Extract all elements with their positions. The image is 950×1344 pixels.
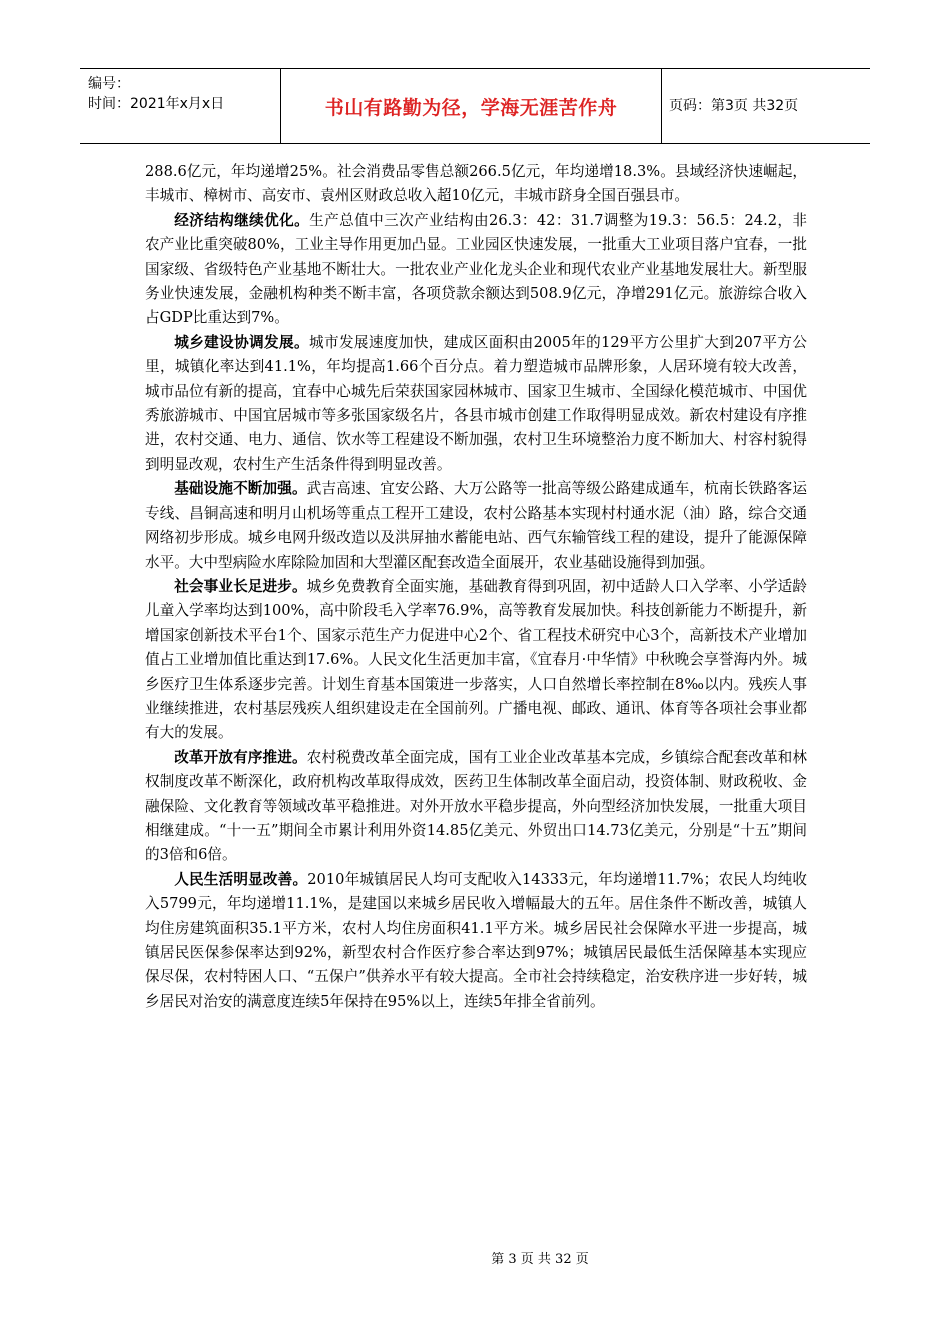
paragraph-text: 城市发展速度加快，建成区面积由2005年的129平方公里扩大到207平方公里，城镇化率达到41.1%，年均提高1.66个百分点。着力塑造城市品牌形象，人居环境有较大改善，城市品位有新的提高，宜春中心城先后荣获国家园林城市、国家卫生城市、全国绿化模范城市、中国优秀旅游城市、中国宜居城市等多张国家级名片，各县市城市创建工作取得明显成效。新农村建设有序推进，农村交通、电力、通信、饮水等工程建设不断加强，农村卫生环境整治力度不断加大、村容村貌得到明显改观，农村生产生活条件得到明显改善。 (145, 333, 807, 473)
paragraph-text: 城乡免费教育全面实施，基础教育得到巩固，初中适龄人口入学率、小学适龄儿童入学率均达到100%，高中阶段毛入学率76.9%，高等教育发展加快。科技创新能力不断提升，新增国家创新技术平台1个、国家示范生产力促进中心2个、省工程技术研究中心3个，高新技术产业增加值占工业增加值比重达到17.6%。人民文化生活更加丰富，《宜春月·中华情》中秋晚会享誉海内外。城乡医疗卫生体系逐步完善。计划生育基本国策进一步落实，人口自然增长率控制在8‰以内。残疾人事业继续推进，农村基层残疾人组织建设走在全国前列。广播电视、邮政、通讯、体育等各项社会事业都有大的发展。 (145, 577, 807, 742)
paragraph-heading: 经济结构继续优化。 (174, 211, 310, 229)
header-meta-cell (80, 69, 280, 143)
paragraph-text: 2010年城镇居民人均可支配收入14333元，年均递增11.7%；农民人均纯收入5799元，年均递增11.1%，是建国以来城乡居民收入增幅最大的五年。居住条件不断改善，城镇人均住房建筑面积35.1平方米，农村人均住房面积41.1平方米。城乡居民社会保障水平进一步提高，城镇居民医保参保率达到92%，新型农村合作医疗参合率达到97%；城镇居民最低生活保障基本实现应保尽保，农村特困人口、“五保户”供养水平有较大提高。全市社会持续稳定，治安秩序进一步好转，城乡居民对治安的满意度连续5年保持在95%以上，连续5年排全省前列。 (145, 870, 807, 1010)
header-page-cell (661, 69, 870, 143)
doc-number-label: 编号： (88, 76, 130, 92)
paragraph-text: 288.6亿元，年均递增25%。社会消费品零售总额266.5亿元，年均递增18.3%。县域经济快速崛起，丰城市、樟树市、高安市、袁州区财政总收入超10亿元，丰城市跻身全国百强县市。 (145, 163, 807, 205)
paragraph-heading: 人民生活明显改善。 (174, 870, 308, 888)
paragraph-text: 武吉高速、宜安公路、大万公路等一批高等级公路建成通车，杭南长铁路客运专线、昌铜高速和明月山机场等重点工程开工建设，农村公路基本实现村村通水泥（油）路，综合交通网络初步形成。城乡电网升级改造以及洪屏抽水蓄能电站、西气东输管线工程的建设，提升了能源保障水平。大中型病险水库除险加固和大型灌区配套改造全面展开，农业基础设施得到加强。 (145, 480, 807, 571)
paragraph-heading: 基础设施不断加强。 (174, 480, 307, 498)
footer-page-number: 第 3 页 共 32 页 (491, 1252, 589, 1267)
body-paragraph (145, 746, 807, 868)
paragraph-text: 农村税费改革全面完成，国有工业企业改革基本完成，乡镇综合配套改革和林权制度改革不断深化，政府机构改革取得成效，医药卫生体制改革全面启动，投资体制、财政税收、金融保险、文化教育等领域改革平稳推进。对外开放水平稳步提高，外向型经济加快发展，一批重大项目相继建成。“十一五”期间全市累计利用外资14.85亿美元、外贸出口14.73亿美元，分别是“十五”期间的3倍和6倍。 (145, 748, 807, 864)
paragraph-heading: 城乡建设协调发展。 (174, 333, 309, 351)
body-paragraph (145, 331, 807, 477)
body-paragraph (145, 868, 807, 1014)
header-motto: 书山有路勤为径，学海无涯苦作舟 (324, 97, 618, 119)
page-footer (0, 1248, 950, 1267)
page-header (80, 68, 870, 144)
paragraph-heading: 社会事业长足进步。 (174, 577, 307, 595)
body-paragraph (145, 160, 807, 209)
paragraph-text: 生产总值中三次产业结构由26.3：42：31.7调整为19.3：56.5：24.2，非农产业比重突破80%，工业主导作用更加凸显。工业园区快速发展，一批重大工业项目落户宜春，一批国家级、省级特色产业基地不断壮大。一批农业产业化龙头企业和现代农业产业基地发展壮大。新型服务业快速发展，金融机构种类不断丰富，各项贷款余额达到508.9亿元，净增291亿元。旅游综合收入占GDP比重达到7%。 (145, 211, 807, 327)
body-paragraph (145, 209, 807, 331)
document-body (145, 160, 807, 1014)
body-paragraph (145, 575, 807, 746)
paragraph-heading: 改革开放有序推进。 (174, 748, 307, 766)
doc-date-line: 时间：2021年x月x日 (88, 96, 225, 112)
header-page-info: 页码：第3页 共32页 (669, 98, 799, 114)
body-paragraph (145, 477, 807, 575)
header-motto-cell (280, 69, 662, 143)
